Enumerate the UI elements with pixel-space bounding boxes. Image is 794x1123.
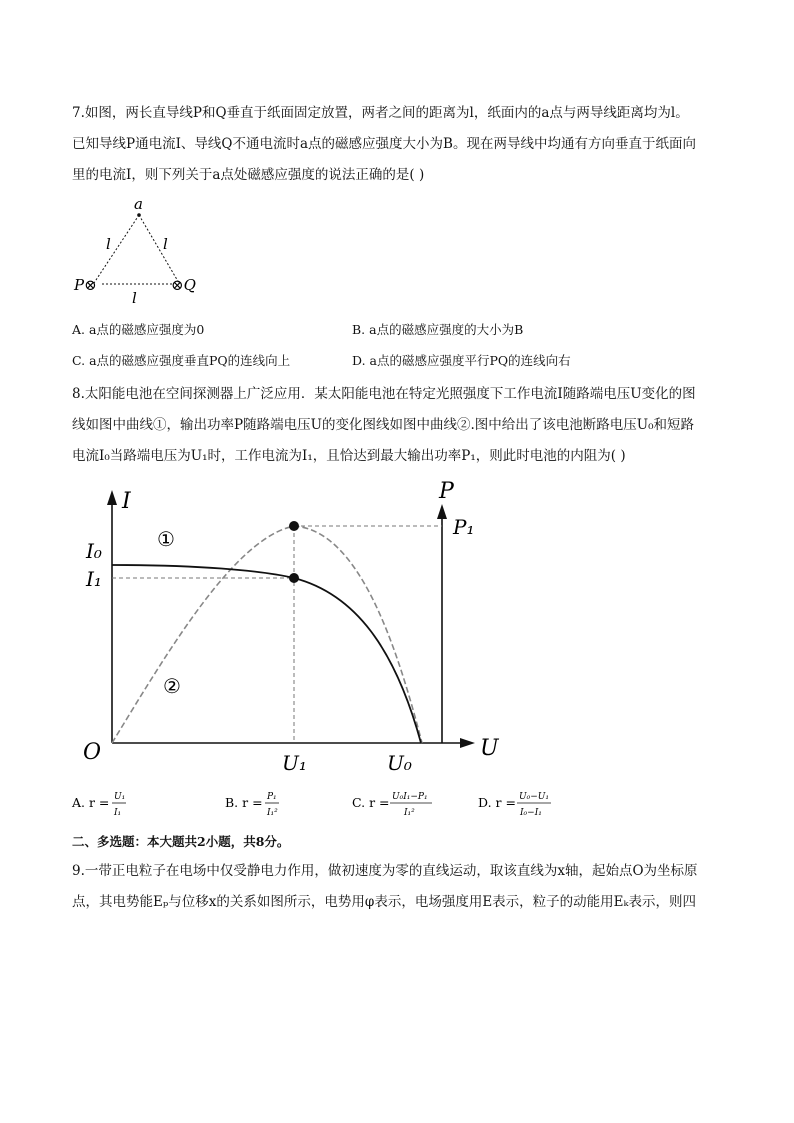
q7-label-p-wire: P⊗ [74, 276, 97, 294]
q7-option-b: B. a点的磁感应强度的大小为B [352, 322, 524, 337]
q7-label-q-wire: ⊗Q [171, 276, 196, 294]
label-axis-u: U [480, 736, 499, 761]
q8-line-1: 8.太阳能电池在空间探测器上广泛应用．某太阳能电池在特定光照强度下工作电流I随路端电压U变化的图 [72, 386, 696, 402]
label-p1: P₁ [453, 515, 475, 539]
q8-options [70, 785, 590, 827]
option-c-prefix: C. r = [352, 795, 390, 810]
q8-option-c [352, 792, 432, 818]
option-d-prefix: D. r = [478, 795, 516, 810]
label-origin: O [83, 740, 102, 765]
option-a-numerator: U₁ [114, 792, 126, 802]
option-c-numerator: U₀I₁−P₁ [392, 792, 428, 802]
q8-option-b [225, 792, 279, 818]
label-i1: I₁ [86, 567, 102, 591]
q7-option-c: C. a点的磁感应强度垂直PQ的连线向上 [72, 353, 291, 368]
label-axis-p: P [439, 479, 454, 504]
curve-2-power [112, 526, 422, 743]
option-b-prefix: B. r = [225, 795, 263, 810]
max-power-point [289, 521, 299, 531]
option-a-prefix: A. r = [72, 795, 110, 810]
axis-u-arrow [460, 738, 475, 748]
q7-label-a: a [134, 195, 143, 213]
q8-option-a [71, 792, 126, 818]
label-u0: U₀ [387, 751, 412, 775]
q7-option-d: D. a点的磁感应强度平行PQ的连线向右 [352, 353, 571, 368]
q8-option-d [478, 792, 551, 818]
q7-option-a: A. a点的磁感应强度为0 [72, 322, 205, 337]
curve-1-current [112, 565, 421, 743]
q8-iv-pv-graph [75, 478, 515, 778]
q7-line-1: 7.如图，两长直导线P和Q垂直于纸面固定放置，两者之间的距离为l，纸面内的a点与两导线距离均为l。 [72, 105, 689, 121]
q9-line-1: 9.一带正电粒子在电场中仅受静电力作用，做初速度为零的直线运动，取该直线为x轴，起始点O为坐标原 [72, 863, 698, 879]
q7-label-left-side: l [106, 235, 111, 253]
label-u1: U₁ [282, 751, 307, 775]
option-d-numerator: U₀−U₁ [519, 792, 549, 802]
axis-p-arrow [437, 504, 447, 519]
label-i0: I₀ [86, 539, 102, 563]
q9-line-2: 点，其电势能Eₚ与位移x的关系如图所示，电势用φ表示，电场强度用E表示，粒子的动能用Eₖ表示，则四 [72, 894, 696, 910]
q7-label-right-side: l [163, 235, 168, 253]
option-b-numerator: P₁ [267, 792, 277, 802]
q7-line-3: 里的电流I，则下列关于a点处磁感应强度的说法正确的是( ) [72, 167, 425, 183]
option-c-denominator: I₁² [404, 808, 415, 818]
label-curve-1: ① [157, 527, 175, 551]
option-a-denominator: I₁ [114, 808, 122, 818]
option-b-denominator: I₁² [267, 808, 278, 818]
q8-line-2: 线如图中曲线①，输出功率P随路端电压U的变化图线如图中曲线②.图中给出了该电池断路电压U₀和短路 [72, 417, 695, 433]
option-d-denominator: I₀−I₁ [520, 808, 542, 818]
q8-line-3: 电流I₀当路端电压为U₁时，工作电流为I₁，且恰达到最大输出功率P₁，则此时电池的内阻为( ) [72, 448, 626, 464]
label-axis-i: I [122, 489, 131, 514]
label-curve-2: ② [163, 674, 181, 698]
working-point [289, 573, 299, 583]
section-2-title: 二、多选题：本大题共2小题，共8分。 [72, 834, 290, 849]
q7-line-2: 已知导线P通电流I、导线Q不通电流时a点的磁感应强度大小为B。现在两导线中均通有方向垂直于纸面向 [72, 136, 696, 152]
q7-triangle-figure [60, 195, 220, 307]
q7-label-bottom-side: l [132, 289, 137, 307]
axis-i-arrow [107, 490, 117, 505]
